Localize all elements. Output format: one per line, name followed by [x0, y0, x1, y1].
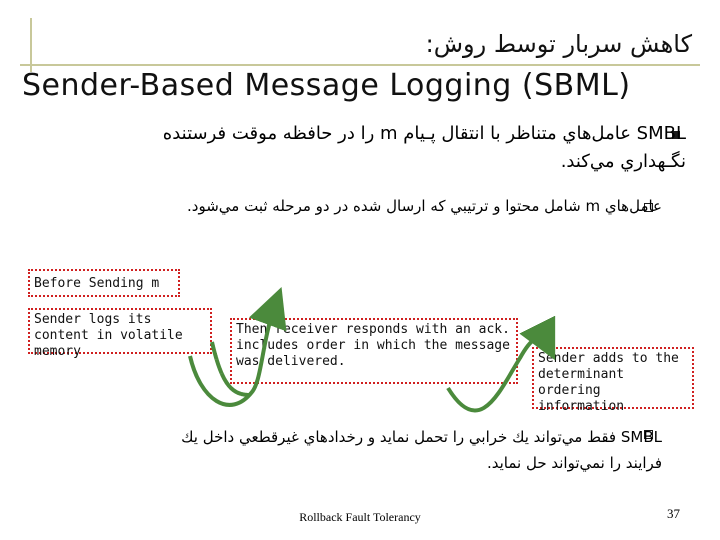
page-number: 37: [667, 506, 680, 521]
arrow-receiver-to-adds: [448, 338, 548, 411]
main-bullet-line2: نگـهداري مي‌كند.: [560, 151, 686, 172]
receiver-ack-box: Then receiver responds with an ack. includes order in which the message was delivered.: [230, 318, 518, 384]
sub-bullet-2-line2: فرايند را نمي‌تواند حل نمايد.: [486, 454, 662, 472]
sub-bullet-2: [62, 424, 662, 476]
main-bullet-line1: SMBL عامل‌هاي متناظر با انتقال پـيام m را در حافظه موقت فرستنده: [162, 123, 686, 144]
slide-title-persian: كاهش سربار توسط روش:: [425, 30, 692, 58]
arrow-to-receiver: [212, 342, 250, 395]
sub-bullet-1: عامل‌هاي m شامل محتوا و ترتيبي كه ارسال شده در دو مرحله ثبت مي‌شود.: [187, 197, 662, 215]
sender-logs-box: Sender logs its content in volatile memory: [28, 308, 212, 354]
sender-adds-box: Sender adds to the determinant ordering information: [532, 347, 694, 409]
footer-text: Rollback Fault Tolerancy: [299, 510, 421, 524]
before-sending-box: Before Sending m: [28, 269, 180, 297]
sub-bullet-2-line1: SMBL فقط مي‌تواند يك خرابي را تحمل نمايد و رخدادهاي غيرقطعي داخل يك: [181, 428, 662, 446]
slide-title-english: Sender-Based Message Logging (SBML): [22, 68, 631, 103]
